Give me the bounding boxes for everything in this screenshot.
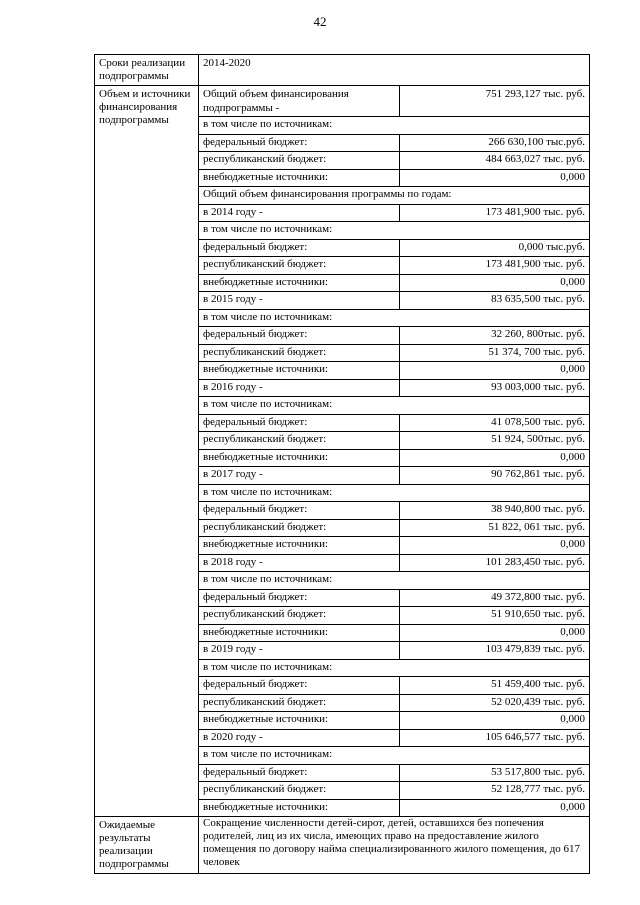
funding-line-label: внебюджетные источники: <box>199 169 399 187</box>
funding-line-label: внебюджетные источники: <box>199 362 399 380</box>
funding-line-row <box>199 589 589 607</box>
funding-line-value: 0,000 <box>399 624 589 642</box>
funding-line-row <box>199 204 589 222</box>
funding-line-row <box>199 554 589 572</box>
funding-breakdown-table <box>199 86 589 816</box>
funding-line-label: внебюджетные источники: <box>199 624 399 642</box>
funding-line-row <box>199 187 589 205</box>
funding-line-value: 90 762,861 тыс. руб. <box>399 467 589 485</box>
funding-line-value: 0,000 <box>399 169 589 187</box>
funding-line-value: 266 630,100 тыс.руб. <box>399 134 589 152</box>
funding-line-label: в 2016 году - <box>199 379 399 397</box>
funding-line-row <box>199 799 589 816</box>
funding-details <box>199 86 590 817</box>
funding-line-value: 105 646,577 тыс. руб. <box>399 729 589 747</box>
funding-line-label: федеральный бюджет: <box>199 414 399 432</box>
funding-line-row <box>199 729 589 747</box>
funding-line-value: 0,000 <box>399 712 589 730</box>
term-label: Сроки реализации подпрограммы <box>95 55 199 86</box>
funding-total-value: 751 293,127 тыс. руб. <box>399 86 589 117</box>
funding-line-label: республиканский бюджет: <box>199 607 399 625</box>
funding-line-label: республиканский бюджет: <box>199 257 399 275</box>
term-row <box>95 55 590 86</box>
funding-line-row <box>199 362 589 380</box>
funding-line-value: 52 020,439 тыс. руб. <box>399 694 589 712</box>
funding-line-label: республиканский бюджет: <box>199 782 399 800</box>
funding-line-row <box>199 624 589 642</box>
funding-line-label: в 2017 году - <box>199 467 399 485</box>
funding-line-label: в 2014 году - <box>199 204 399 222</box>
funding-line-label: республиканский бюджет: <box>199 519 399 537</box>
funding-line-heading: в том числе по источникам: <box>199 397 589 415</box>
funding-line-value: 0,000 <box>399 449 589 467</box>
funding-line-row <box>199 764 589 782</box>
funding-line-label: федеральный бюджет: <box>199 764 399 782</box>
funding-line-value: 0,000 <box>399 362 589 380</box>
funding-line-value: 93 003,000 тыс. руб. <box>399 379 589 397</box>
funding-line-row <box>199 712 589 730</box>
funding-line-value: 41 078,500 тыс. руб. <box>399 414 589 432</box>
funding-line-label: внебюджетные источники: <box>199 799 399 816</box>
funding-line-value: 101 283,450 тыс. руб. <box>399 554 589 572</box>
funding-line-value: 38 940,800 тыс. руб. <box>399 502 589 520</box>
funding-line-row <box>199 642 589 660</box>
funding-line-row <box>199 449 589 467</box>
funding-line-row <box>199 344 589 362</box>
results-row <box>95 817 590 874</box>
funding-line-label: федеральный бюджет: <box>199 239 399 257</box>
funding-line-row <box>199 502 589 520</box>
funding-line-label: в 2019 году - <box>199 642 399 660</box>
funding-line-label: внебюджетные источники: <box>199 712 399 730</box>
funding-line-label: в 2020 году - <box>199 729 399 747</box>
term-value: 2014-2020 <box>199 55 590 86</box>
funding-line-label: федеральный бюджет: <box>199 589 399 607</box>
funding-line-row <box>199 152 589 170</box>
funding-line-heading: в том числе по источникам: <box>199 659 589 677</box>
funding-line-value: 51 822, 061 тыс. руб. <box>399 519 589 537</box>
passport-table <box>94 54 590 874</box>
funding-line-heading: в том числе по источникам: <box>199 747 589 765</box>
funding-total-label: Общий объем финансирования подпрограммы - <box>199 86 399 117</box>
funding-line-row <box>199 257 589 275</box>
funding-line-row <box>199 414 589 432</box>
funding-line-value: 51 459,400 тыс. руб. <box>399 677 589 695</box>
funding-line-row <box>199 694 589 712</box>
funding-line-value: 173 481,900 тыс. руб. <box>399 204 589 222</box>
funding-line-row <box>199 309 589 327</box>
funding-line-value: 0,000 <box>399 537 589 555</box>
funding-line-row <box>199 117 589 135</box>
funding-line-row <box>199 782 589 800</box>
funding-line-label: федеральный бюджет: <box>199 502 399 520</box>
funding-label: Объем и источники финансирования подпрограммы <box>95 86 199 817</box>
funding-line-label: федеральный бюджет: <box>199 677 399 695</box>
funding-line-label: республиканский бюджет: <box>199 694 399 712</box>
funding-line-value: 53 517,800 тыс. руб. <box>399 764 589 782</box>
funding-line-heading: в том числе по источникам: <box>199 309 589 327</box>
funding-line-label: республиканский бюджет: <box>199 152 399 170</box>
funding-line-label: в 2015 году - <box>199 292 399 310</box>
funding-line-row <box>199 467 589 485</box>
funding-line-label: федеральный бюджет: <box>199 134 399 152</box>
funding-line-value: 49 372,800 тыс. руб. <box>399 589 589 607</box>
funding-line-row <box>199 134 589 152</box>
funding-line-row <box>199 677 589 695</box>
funding-row <box>95 86 590 817</box>
funding-line-heading: в том числе по источникам: <box>199 222 589 240</box>
page-number: 42 <box>313 14 327 29</box>
funding-line-row <box>199 607 589 625</box>
funding-line-value: 484 663,027 тыс. руб. <box>399 152 589 170</box>
funding-total-row <box>199 86 589 117</box>
funding-line-value: 32 260, 800тыс. руб. <box>399 327 589 345</box>
funding-line-row <box>199 659 589 677</box>
funding-line-value: 173 481,900 тыс. руб. <box>399 257 589 275</box>
funding-line-value: 0,000 <box>399 799 589 816</box>
funding-line-label: внебюджетные источники: <box>199 537 399 555</box>
funding-line-value: 83 635,500 тыс. руб. <box>399 292 589 310</box>
funding-line-row <box>199 519 589 537</box>
funding-line-label: республиканский бюджет: <box>199 432 399 450</box>
funding-line-row <box>199 537 589 555</box>
funding-line-label: внебюджетные источники: <box>199 274 399 292</box>
funding-line-heading: Общий объем финансирования программы по годам: <box>199 187 589 205</box>
funding-line-row <box>199 572 589 590</box>
funding-line-row <box>199 747 589 765</box>
funding-line-row <box>199 169 589 187</box>
results-value: Сокращение численности детей-сирот, детей, оставшихся без попечения родителей, лиц из их числа, имеющих право на предоставление жилого помещения по договору найма специализированного жилого помещения, до 617 человек <box>199 817 590 874</box>
funding-line-value: 51 374, 700 тыс. руб. <box>399 344 589 362</box>
funding-line-heading: в том числе по источникам: <box>199 572 589 590</box>
funding-line-heading: в том числе по источникам: <box>199 117 589 135</box>
funding-line-row <box>199 432 589 450</box>
funding-line-row <box>199 222 589 240</box>
funding-line-value: 103 479,839 тыс. руб. <box>399 642 589 660</box>
funding-line-value: 0,000 тыс.руб. <box>399 239 589 257</box>
funding-line-value: 52 128,777 тыс. руб. <box>399 782 589 800</box>
funding-line-row <box>199 484 589 502</box>
funding-line-label: внебюджетные источники: <box>199 449 399 467</box>
funding-line-label: в 2018 году - <box>199 554 399 572</box>
funding-line-label: федеральный бюджет: <box>199 327 399 345</box>
funding-line-row <box>199 327 589 345</box>
funding-line-value: 51 910,650 тыс. руб. <box>399 607 589 625</box>
funding-line-row <box>199 379 589 397</box>
funding-line-row <box>199 274 589 292</box>
funding-line-row <box>199 239 589 257</box>
funding-line-value: 51 924, 500тыс. руб. <box>399 432 589 450</box>
funding-line-row <box>199 397 589 415</box>
funding-line-heading: в том числе по источникам: <box>199 484 589 502</box>
funding-line-row <box>199 292 589 310</box>
funding-line-value: 0,000 <box>399 274 589 292</box>
funding-line-label: республиканский бюджет: <box>199 344 399 362</box>
results-label: Ожидаемые результаты реализации подпрограммы <box>95 817 199 874</box>
